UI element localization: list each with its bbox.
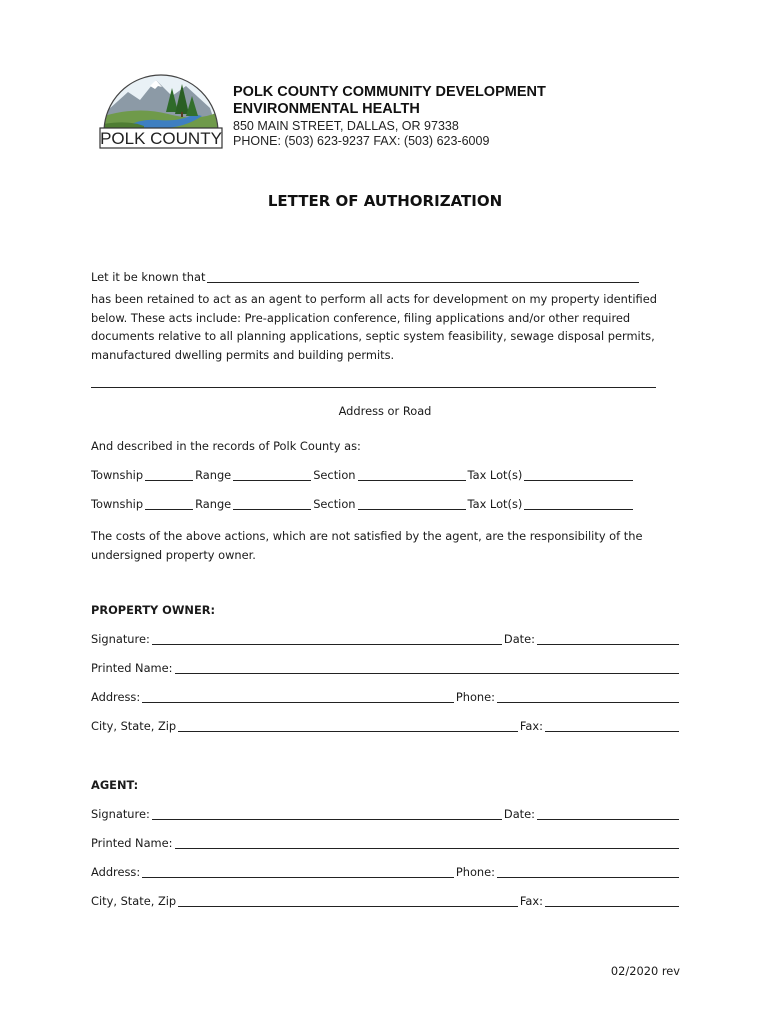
described-text: And described in the records of Polk County as: — [91, 439, 361, 453]
intro-paragraph — [91, 290, 657, 365]
owner-heading: PROPERTY OWNER: — [91, 603, 216, 617]
signature-label: Signature: — [91, 807, 150, 821]
owner-phone-line[interactable] — [497, 692, 679, 703]
date-label: Date: — [503, 807, 535, 821]
owner-fax-line[interactable] — [545, 721, 679, 732]
agent-signature-line[interactable] — [152, 809, 502, 820]
costs-line: undersigned property owner. — [91, 547, 256, 562]
agent-address-line[interactable] — [142, 867, 454, 878]
legal-description-row-2 — [91, 499, 635, 510]
agent-name-row — [91, 272, 641, 283]
owner-address-line[interactable] — [142, 692, 454, 703]
intro-lead: Let it be known that — [91, 270, 206, 284]
owner-signature-line[interactable] — [152, 634, 502, 645]
phone-label: Phone: — [455, 865, 495, 879]
city-state-zip-label: City, State, Zip — [91, 894, 177, 908]
agent-phone-line[interactable] — [497, 867, 679, 878]
owner-city-row — [91, 721, 681, 732]
agent-printed-name-line[interactable] — [175, 838, 679, 849]
range-line[interactable] — [233, 470, 311, 481]
tax-lot-line[interactable] — [524, 499, 633, 510]
township-label: Township — [91, 468, 144, 482]
section-line[interactable] — [358, 470, 466, 481]
signature-label: Signature: — [91, 632, 150, 646]
polk-county-logo — [98, 66, 224, 150]
logo-text: POLK COUNTY — [100, 129, 222, 148]
date-label: Date: — [503, 632, 535, 646]
org-address: 850 MAIN STREET, DALLAS, OR 97338 — [233, 119, 459, 133]
range-label: Range — [195, 468, 232, 482]
township-label: Township — [91, 497, 144, 511]
owner-address-row — [91, 692, 681, 703]
org-name-line2: ENVIRONMENTAL HEALTH — [233, 100, 420, 117]
intro-line: has been retained to act as an agent to perform all acts for development on my property identified — [91, 292, 657, 306]
city-state-zip-label: City, State, Zip — [91, 719, 177, 733]
township-line[interactable] — [145, 470, 193, 481]
agent-signature-row — [91, 809, 681, 820]
agent-printed-name-row — [91, 838, 681, 849]
fax-label: Fax: — [519, 719, 543, 733]
owner-signature-row — [91, 634, 681, 645]
fax-label: Fax: — [519, 894, 543, 908]
revision-date: 02/2020 rev — [610, 964, 680, 978]
document-title: LETTER OF AUTHORIZATION — [267, 192, 503, 210]
section-label: Section — [313, 468, 356, 482]
agent-address-row — [91, 867, 681, 878]
township-line[interactable] — [145, 499, 193, 510]
owner-city-line[interactable] — [178, 721, 518, 732]
section-line[interactable] — [358, 499, 466, 510]
intro-line: below. These acts include: Pre-application conference, filing applications and/or other required — [91, 310, 631, 325]
printed-name-label: Printed Name: — [91, 661, 173, 675]
costs-paragraph — [91, 527, 642, 564]
address-label: Address: — [91, 690, 141, 704]
owner-printed-name-row — [91, 663, 681, 674]
owner-printed-name-line[interactable] — [175, 663, 679, 674]
range-label: Range — [195, 497, 232, 511]
agent-city-row — [91, 896, 681, 907]
tax-lot-label: Tax Lot(s) — [467, 468, 523, 482]
property-address-line[interactable] — [91, 387, 656, 388]
agent-fax-line[interactable] — [545, 896, 679, 907]
range-line[interactable] — [233, 499, 311, 510]
printed-name-label: Printed Name: — [91, 836, 173, 850]
agent-name-line[interactable] — [207, 272, 639, 283]
letterhead — [233, 85, 546, 147]
agent-heading: AGENT: — [91, 778, 139, 792]
address-label: Address: — [91, 865, 141, 879]
phone-label: Phone: — [455, 690, 495, 704]
intro-line: documents relative to all planning applications, septic system feasibility, sewage disposal permits, — [91, 329, 655, 344]
agent-city-line[interactable] — [178, 896, 518, 907]
tax-lot-label: Tax Lot(s) — [467, 497, 523, 511]
address-caption: Address or Road — [338, 404, 432, 418]
costs-line: The costs of the above actions, which are not satisfied by the agent, are the responsibility of the — [91, 529, 643, 543]
intro-line: manufactured dwelling permits and building permits. — [91, 348, 395, 363]
org-phone-fax: PHONE: (503) 623-9237 FAX: (503) 623-6009 — [233, 133, 490, 148]
org-name-line1: POLK COUNTY COMMUNITY DEVELOPMENT — [233, 84, 546, 100]
tax-lot-line[interactable] — [524, 470, 633, 481]
owner-date-line[interactable] — [537, 634, 679, 645]
legal-description-row-1 — [91, 470, 635, 481]
agent-date-line[interactable] — [537, 809, 679, 820]
section-label: Section — [313, 497, 356, 511]
